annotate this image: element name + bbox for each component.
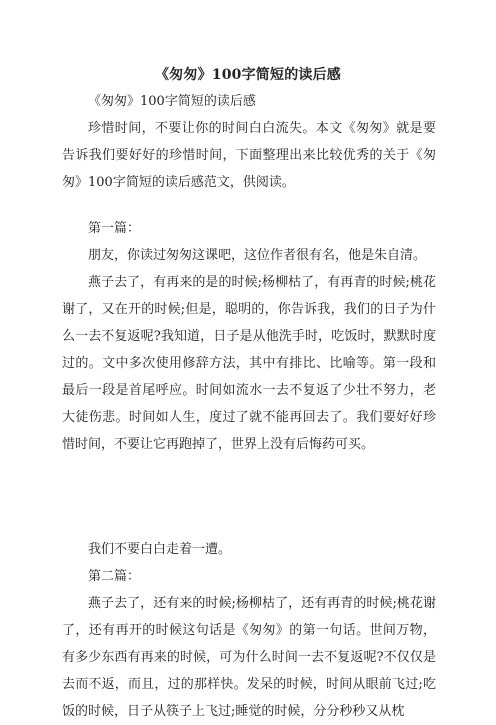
section-heading-first: 第一篇： bbox=[88, 221, 141, 236]
body-paragraph: 我们不要白白走着一遭。 bbox=[88, 542, 232, 557]
body-paragraph: 朋友，你读过匆匆这课吧，这位作者很有名，他是朱自清。 bbox=[88, 248, 427, 263]
body-paragraph: 燕子去了，还有来的时候;杨柳枯了，还有再青的时候;桃花谢了，还有再开的时候这句话是《匆匆》的第一句话。世间万物，有多少东西有再来的时候，可为什么时间一去不复返呢?不仅仅是去而不返，而且，过的那样快。发呆的时候，时间从眼前飞过;吃饭的时候，日子从筷子上飞过;睡觉的时候，分分秒秒又从枕 bbox=[62, 596, 436, 719]
subtitle-paragraph: 《匆匆》100字简短的读后感 bbox=[88, 94, 256, 109]
body-paragraph: 燕子去了，有再来的是的时候;杨柳枯了，有再青的时候;桃花谢了，又在开的时候;但是，聪明的，你告诉我，我们的日子为什么一去不复返呢?我知道，日子是从他洗手时，吃饭时，默默时度过的。文中多次使用修辞方法，其中有排比、比喻等。第一段和最后一段是首尾呼应。时间如流水一去不复返了少壮不努力，老大徒伤悲。时间如人生，度过了就不能再回去了。我们要好好珍惜时间，不要让它再跑掉了，世界上没有后悔药可买。 bbox=[62, 275, 436, 452]
intro-paragraph: 珍惜时间，不要让你的时间白白流失。本文《匆匆》就是要告诉我们要好好的珍惜时间，下面整理出来比较优秀的关于《匆匆》100字简短的读后感范文，供阅读。 bbox=[62, 121, 436, 190]
section-heading-second: 第二篇： bbox=[88, 569, 141, 584]
document-title: 《匆匆》100字简短的读后感 bbox=[154, 67, 342, 83]
